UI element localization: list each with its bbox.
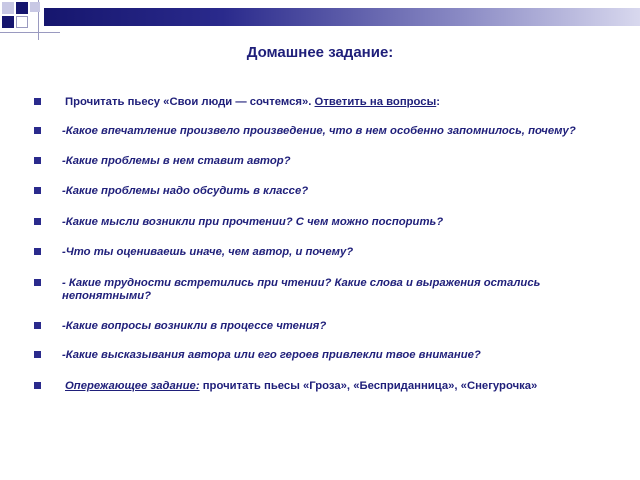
question-text: -Что ты оцениваешь иначе, чем автор, и почему?	[62, 246, 354, 258]
header-square	[2, 2, 14, 14]
bullet-icon	[34, 187, 41, 194]
question-text: - Какие трудности встретились при чтении? Какие слова и выражения остались непонятными?	[62, 277, 541, 302]
header-square	[30, 2, 40, 12]
header-square	[2, 16, 14, 28]
colon: :	[436, 96, 441, 108]
question-text: -Какие мысли возникли при прочтении? С чем можно поспорить?	[62, 216, 444, 228]
answer-questions-label: Ответить на вопросы	[314, 96, 437, 108]
bullet-icon	[34, 157, 41, 164]
question-text: -Какие вопросы возникли в процессе чтения?	[62, 320, 327, 332]
page-title: Домашнее задание:	[246, 44, 394, 61]
advance-task-label: Опережающее задание:	[65, 380, 200, 392]
bullet-icon	[34, 351, 41, 358]
bullet-icon	[34, 218, 41, 225]
item-text	[65, 380, 627, 393]
bullet-icon	[34, 248, 41, 255]
advance-task-text: прочитать пьесы «Гроза», «Бесприданница», «Снегурочка»	[199, 380, 538, 392]
question-text: -Какие проблемы надо обсудить в классе?	[62, 185, 309, 197]
question-text: -Какое впечатление произвело произведение, что в нем особенно запомнилось, почему?	[62, 125, 576, 137]
question-text: -Какие высказывания автора или его героев привлекли твое внимание?	[62, 349, 481, 361]
bullet-icon	[34, 279, 41, 286]
header-gradient-bar	[44, 8, 640, 26]
header-horizontal-line	[0, 32, 60, 33]
header-square	[16, 16, 28, 28]
question-text: -Какие проблемы в нем ставит автор?	[62, 155, 291, 167]
bullet-icon	[34, 382, 41, 389]
bullet-icon	[34, 322, 41, 329]
header-square	[16, 2, 28, 14]
bullet-icon	[34, 98, 41, 105]
item-text	[65, 96, 627, 109]
bullet-icon	[34, 127, 41, 134]
reading-task: Прочитать пьесу «Свои люди — сочтемся».	[65, 96, 315, 108]
